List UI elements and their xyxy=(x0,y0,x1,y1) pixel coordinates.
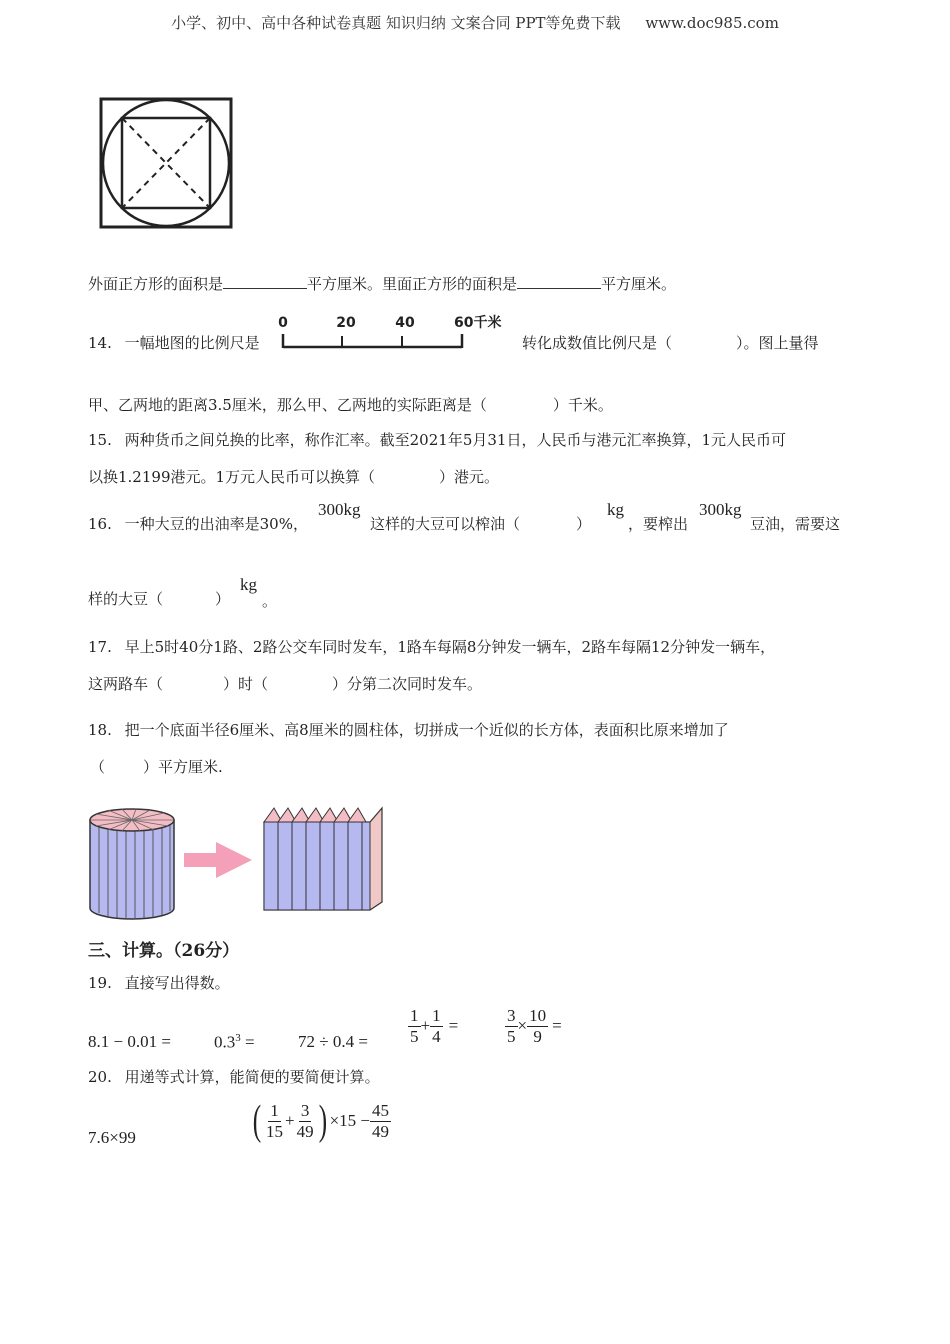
square-circle-figure xyxy=(98,96,234,230)
q17-line2-a: 这两路车（ xyxy=(88,675,164,693)
cylinder-to-box-figure xyxy=(86,800,396,926)
q16-line2-c: 。 xyxy=(262,592,278,610)
q13-text-a: 外面正方形的面积是 xyxy=(88,275,224,293)
q14-text-c: ）。图上量得 xyxy=(736,334,819,352)
q15-line-2 xyxy=(88,467,499,487)
q19-expr-2 xyxy=(214,1032,255,1053)
q14-number: 14. xyxy=(88,334,112,352)
q16-text-a: 一种大豆的出油率是30%， xyxy=(124,515,308,533)
q18-line2-a: （ xyxy=(90,758,106,776)
q19-line xyxy=(88,973,230,993)
q19-expr-3: 72 ÷ 0.4 = xyxy=(298,1032,368,1051)
q14-line-1 xyxy=(88,333,260,353)
q17-line2-b: ）时（ xyxy=(223,675,269,693)
q19-e2-base: 0.3 xyxy=(214,1032,236,1052)
q14-text-a: 一幅地图的比例尺是 xyxy=(124,334,260,352)
q18-line2-b: ）平方厘米. xyxy=(143,758,223,776)
q16-mass-2: 300kg xyxy=(699,500,742,519)
q14-line-2 xyxy=(88,395,613,415)
q16-line2-a: 样的大豆（ xyxy=(88,590,164,608)
header-url[interactable]: www.doc985.com xyxy=(645,14,779,32)
q15-number: 15. xyxy=(88,431,112,449)
q13-text-b: 平方厘米。里面正方形的面积是 xyxy=(307,275,518,293)
q18-line1: 把一个底面半径6厘米、高8厘米的圆柱体，切拼成一个近似的长方体，表面积比原来增加了 xyxy=(124,721,729,739)
q17-line-1 xyxy=(88,637,775,657)
box-strips xyxy=(264,808,370,910)
q16-text-d: ，要榨出 xyxy=(628,515,689,533)
q17-line1: 早上5时40分1路、2路公交车同时发车，1路车每隔8分钟发一辆车，2路车每隔12分钟发一辆车， xyxy=(124,638,776,656)
q20-text: 用递等式计算，能简便的要简便计算。 xyxy=(124,1068,380,1086)
q14-line2-a: 甲、乙两地的距离3.5厘米，那么甲、乙两地的实际距离是（ xyxy=(88,396,487,414)
q17-line2-c: ）分第二次同时发车。 xyxy=(332,675,483,693)
q18-line-2 xyxy=(90,757,223,777)
operator: + xyxy=(285,1111,295,1130)
q16-number: 16. xyxy=(88,515,112,533)
left-paren: ( xyxy=(252,1098,262,1144)
header-text: 小学、初中、高中各种试卷真题 知识归纳 文案合同 PPT等免费下载 xyxy=(171,14,621,32)
fraction: $\frac{1}{5}$ xyxy=(410,1006,419,1046)
page-header xyxy=(0,12,950,33)
q16-line-2 xyxy=(88,589,230,609)
q19-e2-exp: 3 xyxy=(235,1032,241,1044)
right-paren: ) xyxy=(318,1098,327,1144)
scale-label-60: 60千米 xyxy=(454,315,502,331)
q16-line-1b xyxy=(370,514,591,534)
q13-blank-1[interactable] xyxy=(223,288,307,289)
q19-e2-eq: = xyxy=(240,1032,255,1052)
q16-unit-1: kg xyxy=(607,500,624,519)
q14-line-1b xyxy=(522,333,819,353)
q20-multiply-minus: ×15 − xyxy=(329,1111,371,1130)
diagonal-2 xyxy=(122,118,210,208)
fraction: $\frac{1}{4}$ xyxy=(432,1006,441,1046)
q20-number: 20. xyxy=(88,1068,112,1086)
equals: = xyxy=(448,1016,459,1035)
fraction: $\frac{45}{49}$ xyxy=(372,1100,390,1141)
q16-text-e: 豆油，需要这 xyxy=(750,515,841,533)
q19-text: 直接写出得数。 xyxy=(124,974,230,992)
q13-blank-2[interactable] xyxy=(517,288,601,289)
equals: = xyxy=(552,1016,562,1035)
inner-square xyxy=(122,118,210,208)
q15-line1: 两种货币之间兑换的比率，称作汇率。截至2021年5月31日，人民币与港元汇率换算，1元人民币可 xyxy=(124,431,786,449)
q14-text-b: 转化成数值比例尺是（ xyxy=(522,334,673,352)
q15-line2-b: ）港元。 xyxy=(439,468,500,486)
q14-line2-b: ）千米。 xyxy=(552,396,613,414)
q19-number: 19. xyxy=(88,974,112,992)
q20-line xyxy=(88,1067,380,1087)
q16-line2-b: ） xyxy=(215,590,231,608)
fraction: $\frac{10}{9}$ xyxy=(529,1006,547,1046)
q18-line-1 xyxy=(88,720,729,740)
diagonal-1 xyxy=(122,118,210,208)
scale-label-0: 0 xyxy=(278,315,288,331)
q16-unit-2: kg xyxy=(240,575,257,594)
q15-line-1 xyxy=(88,430,786,450)
q17-line-2 xyxy=(88,674,482,694)
q13-line xyxy=(88,274,676,294)
q16-line-1a xyxy=(88,514,308,534)
q20-expr-2 xyxy=(250,1099,391,1143)
q13-text-c: 平方厘米。 xyxy=(601,275,677,293)
q19-expr-4 xyxy=(408,1006,458,1047)
q15-line2-a: 以换1.2199港元。1万元人民币可以换算（ xyxy=(88,468,376,486)
operator: × xyxy=(517,1016,528,1035)
fraction: $\frac{1}{15}$ xyxy=(266,1100,283,1141)
section-title: 三、计算。（26分） xyxy=(88,941,240,961)
q20-expr-1: 7.6×99 xyxy=(88,1128,136,1147)
scale-label-40: 40 xyxy=(395,315,415,331)
arrow-icon xyxy=(184,842,252,878)
operator: + xyxy=(420,1016,431,1035)
q19-expr-5 xyxy=(505,1006,562,1047)
q17-number: 17. xyxy=(88,638,112,656)
fraction: $\frac{3}{5}$ xyxy=(507,1006,516,1046)
scale-label-20: 20 xyxy=(336,315,356,331)
scale-bar xyxy=(276,310,526,354)
q16-text-b: 这样的大豆可以榨油（ xyxy=(370,515,521,533)
q16-mass-1: 300kg xyxy=(318,500,361,519)
cylinder-side xyxy=(90,820,174,919)
fraction: $\frac{3}{49}$ xyxy=(296,1100,314,1141)
q18-number: 18. xyxy=(88,721,112,739)
q16-text-c: ） xyxy=(576,515,592,533)
q19-expr-1: 8.1 − 0.01 = xyxy=(88,1032,171,1051)
